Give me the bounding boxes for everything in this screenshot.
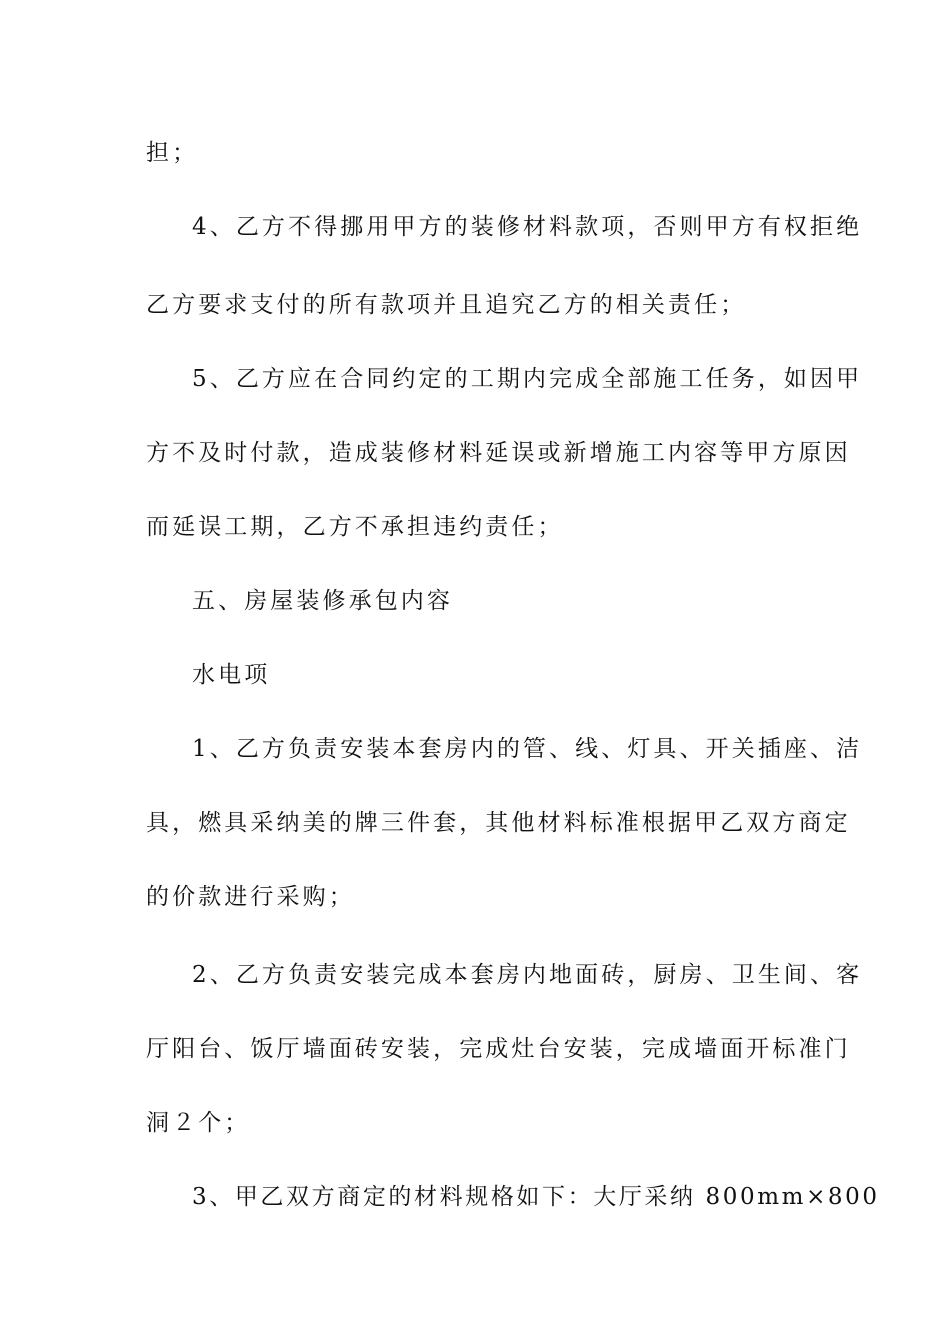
paragraph-line: 而延误工期，乙方不承担违约责任； [146,514,564,540]
paragraph-line: 的价款进行采购； [146,884,355,910]
paragraph-line: 洞２个； [146,1110,251,1136]
paragraph-line: 厅阳台、饭厅墙面砖安装，完成灶台安装，完成墙面开标准门 [146,1036,851,1062]
paragraph-line: 5、乙方应在合同约定的工期内完成全部施工任务，如因甲 [192,366,863,392]
subsection-heading: 水电项 [192,662,271,688]
section-heading: 五、房屋装修承包内容 [192,588,453,614]
paragraph-line: 方不及时付款，造成装修材料延误或新增施工内容等甲方原因 [146,440,851,466]
paragraph-line: 具，燃具采纳美的牌三件套，其他材料标准根据甲乙双方商定 [146,810,851,836]
paragraph-line: 3、甲乙双方商定的材料规格如下：大厅采纳 800mm×800 [192,1184,880,1210]
paragraph-line: 担； [146,140,199,166]
paragraph-line: 1、乙方负责安装本套房内的管、线、灯具、开关插座、洁 [192,736,863,762]
paragraph-line: 乙方要求支付的所有款项并且追究乙方的相关责任； [146,292,747,318]
paragraph-line: 4、乙方不得挪用甲方的装修材料款项，否则甲方有权拒绝 [192,214,863,240]
paragraph-line: 2、乙方负责安装完成本套房内地面砖，厨房、卫生间、客 [192,962,863,988]
